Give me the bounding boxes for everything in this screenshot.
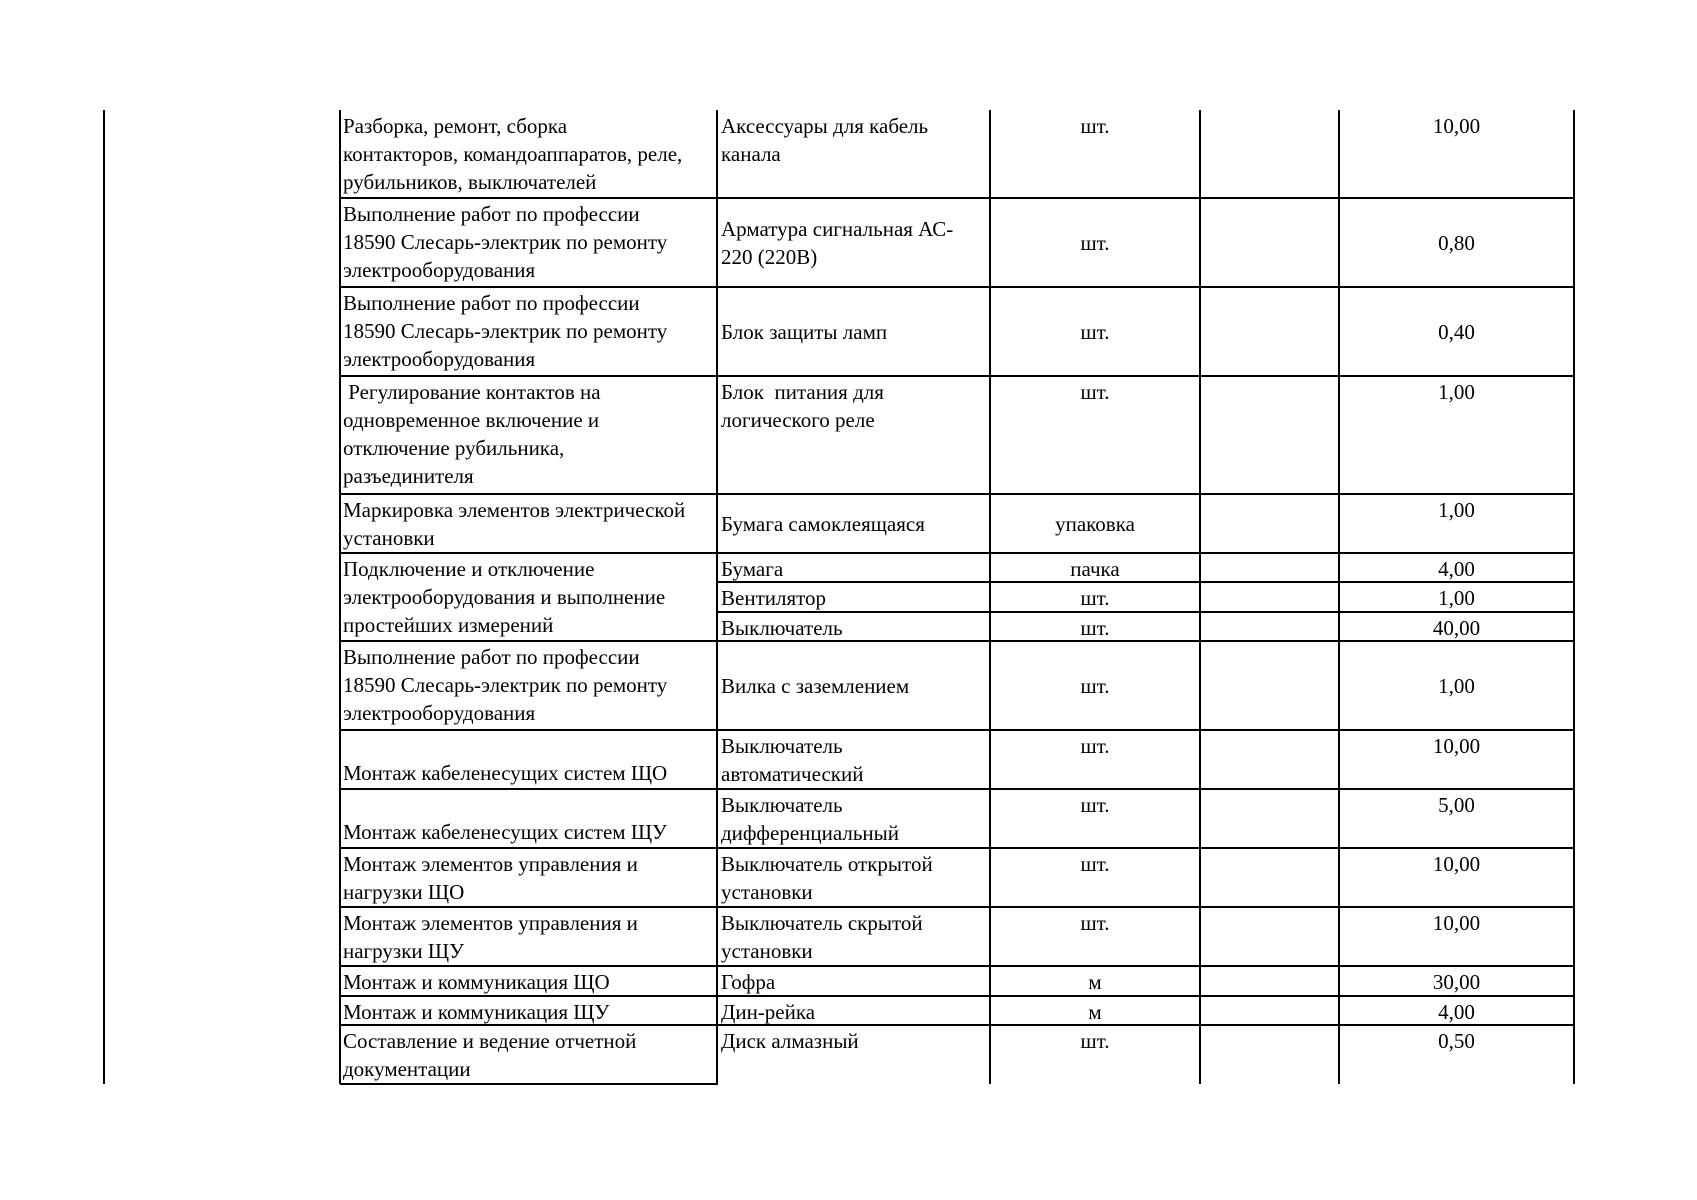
row-divider <box>340 906 1575 908</box>
unit-cell: шт. <box>1080 734 1110 758</box>
material-cell: Аксессуары для кабель <box>721 114 929 138</box>
row-divider <box>340 197 1575 199</box>
work-cell: электрооборудования и выполнение <box>343 585 666 609</box>
unit-cell: шт. <box>1080 673 1110 698</box>
material-cell: Выключатель <box>721 616 843 640</box>
material-cell: Блок защиты ламп <box>721 319 888 344</box>
qty-cell: 0,50 <box>1438 1029 1475 1053</box>
material-cell: Дин-рейка <box>721 1000 816 1024</box>
material-cell: Гофра <box>721 970 776 994</box>
work-cell: Выполнение работ по профессии <box>343 202 640 226</box>
work-cell: Составление и ведение отчетной <box>343 1029 637 1053</box>
qty-cell: 0,40 <box>1438 319 1475 344</box>
qty-cell: 10,00 <box>1432 911 1481 935</box>
row-divider <box>340 493 1575 495</box>
row-divider <box>340 788 1575 790</box>
work-cell: Разборка, ремонт, сборка <box>343 114 568 138</box>
work-cell: Монтаж элементов управления и <box>343 911 638 935</box>
material-cell: дифференциальный <box>721 821 900 845</box>
work-cell: Маркировка элементов электрической <box>343 498 686 522</box>
qty-cell: 1,00 <box>1438 586 1475 610</box>
work-cell: контакторов, командоаппаратов, реле, <box>343 142 683 166</box>
outer-left-border <box>103 110 105 1084</box>
qty-cell: 1,00 <box>1438 380 1475 404</box>
qty-cell: 5,00 <box>1438 793 1475 817</box>
unit-cell: м <box>1088 970 1102 994</box>
work-cell: простейших измерений <box>343 613 554 637</box>
work-cell: Выполнение работ по профессии <box>343 645 640 669</box>
work-cell: электрооборудования <box>343 347 536 371</box>
qty-cell: 1,00 <box>1438 673 1475 698</box>
work-cell: электрооборудования <box>343 258 536 282</box>
work-cell: 18590 Слесарь-электрик по ремонту <box>343 319 668 343</box>
material-cell: Блок питания для <box>721 380 884 404</box>
work-cell: документации <box>343 1057 471 1081</box>
unit-cell: упаковка <box>1055 511 1135 536</box>
work-cell: Регулирование контактов на <box>343 380 601 404</box>
material-cell: канала <box>721 142 781 166</box>
qty-cell: 10,00 <box>1432 852 1481 876</box>
unit-cell: шт. <box>1080 616 1110 640</box>
work-cell: отключение рубильника, <box>343 436 565 460</box>
work-cell: Монтаж кабеленесущих систем ЩУ <box>343 820 667 844</box>
material-cell: автоматический <box>721 762 864 786</box>
material-cell: установки <box>721 880 813 904</box>
work-cell: рубильников, выключателей <box>343 170 597 194</box>
unit-cell: шт. <box>1080 911 1110 935</box>
work-column-left-border <box>339 110 341 1084</box>
row-divider <box>340 286 1575 288</box>
unit-cell: шт. <box>1080 586 1110 610</box>
row-divider <box>340 375 1575 377</box>
qty-cell: 10,00 <box>1432 734 1481 758</box>
work-cell: Монтаж элементов управления и <box>343 852 638 876</box>
material-cell: Диск алмазный <box>721 1029 859 1053</box>
work-cell: нагрузки ЩО <box>343 880 465 904</box>
material-cell: установки <box>721 939 813 963</box>
material-cell: Арматура сигнальная АС- <box>721 216 954 241</box>
work-cell: нагрузки ЩУ <box>343 939 464 963</box>
material-cell: 220 (220В) <box>721 244 818 269</box>
qty-cell: 0,80 <box>1438 230 1475 255</box>
material-cell: Выключатель скрытой <box>721 911 923 935</box>
qty-cell: 1,00 <box>1438 498 1475 522</box>
unit-cell: м <box>1088 1000 1102 1024</box>
material-cell: Вилка с заземлением <box>721 673 910 698</box>
row-divider <box>340 552 1575 554</box>
material-cell: Выключатель <box>721 793 843 817</box>
material-cell: Выключатель <box>721 734 843 758</box>
unit-cell: шт. <box>1080 380 1110 404</box>
unit-cell: шт. <box>1080 114 1110 138</box>
work-cell: одновременное включение и <box>343 408 600 432</box>
work-cell: Монтаж кабеленесущих систем ЩО <box>343 761 668 785</box>
work-cell: 18590 Слесарь-электрик по ремонту <box>343 673 668 697</box>
unit-cell: шт. <box>1080 793 1110 817</box>
work-cell: 18590 Слесарь-электрик по ремонту <box>343 230 668 254</box>
work-cell: Монтаж и коммуникация ЩУ <box>343 1000 610 1024</box>
unit-cell: шт. <box>1080 1029 1110 1053</box>
material-cell: Вентилятор <box>721 586 827 610</box>
qty-cell: 4,00 <box>1438 1000 1475 1024</box>
work-cell: установки <box>343 526 435 550</box>
qty-cell: 4,00 <box>1438 557 1475 581</box>
material-cell: Бумага самоклеящаяся <box>721 511 925 536</box>
unit-cell: пачка <box>1070 557 1120 581</box>
qty-cell: 40,00 <box>1432 616 1481 640</box>
qty-cell: 10,00 <box>1432 114 1481 138</box>
work-cell: электрооборудования <box>343 701 536 725</box>
row-divider <box>340 729 1575 731</box>
table-bottom-border <box>340 1083 718 1085</box>
row-divider <box>340 965 1575 967</box>
work-cell: Подключение и отключение <box>343 557 595 581</box>
material-cell: Бумага <box>721 557 784 581</box>
work-cell: разъединителя <box>343 464 474 488</box>
material-cell: логического реле <box>721 408 875 432</box>
row-divider <box>340 847 1575 849</box>
material-cell: Выключатель открытой <box>721 852 933 876</box>
work-cell: Выполнение работ по профессии <box>343 291 640 315</box>
unit-cell: шт. <box>1080 852 1110 876</box>
unit-cell: шт. <box>1080 319 1110 344</box>
qty-cell: 30,00 <box>1432 970 1481 994</box>
work-column-right-border <box>716 110 718 1084</box>
work-cell: Монтаж и коммуникация ЩО <box>343 970 610 994</box>
unit-cell: шт. <box>1080 230 1110 255</box>
